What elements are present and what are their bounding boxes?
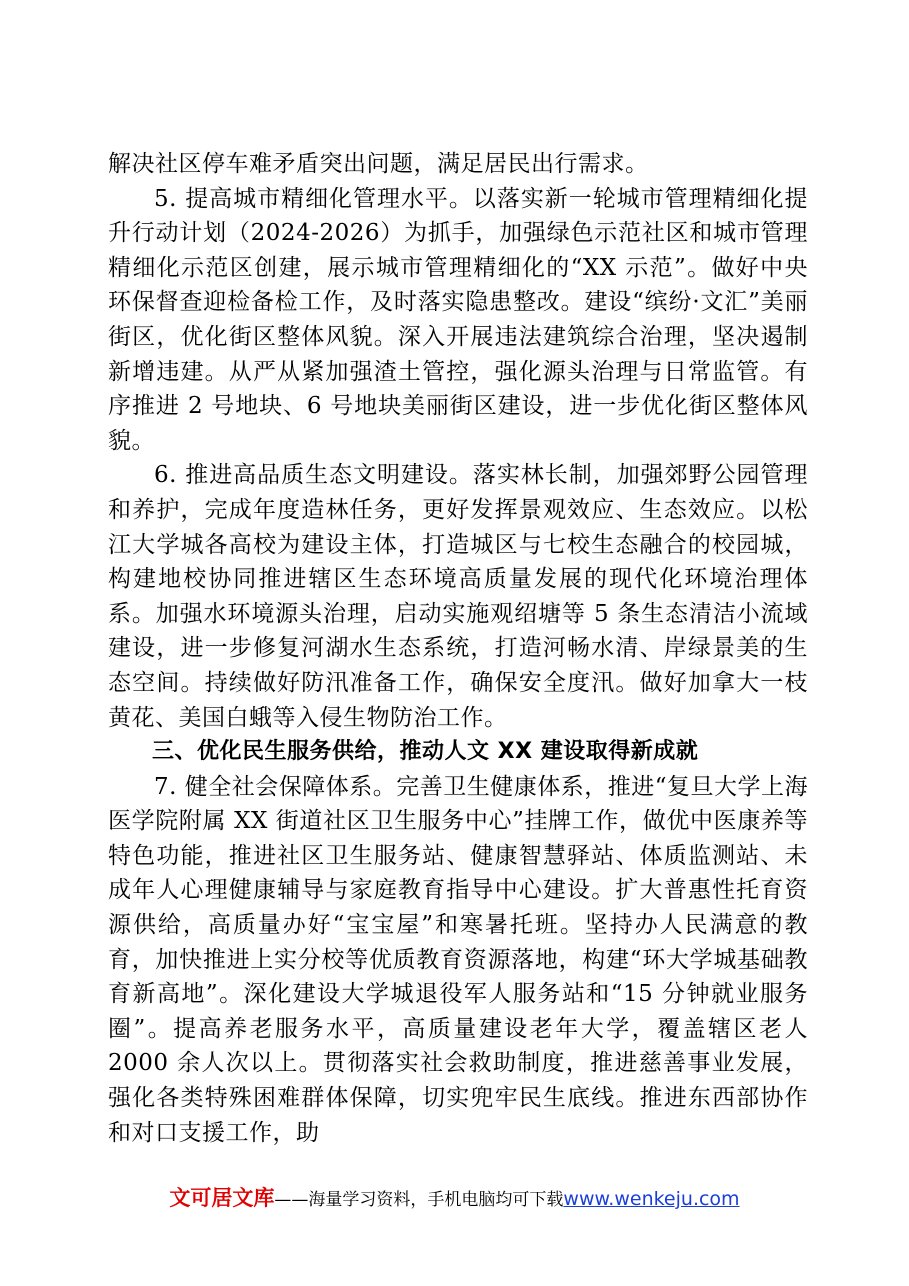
paragraph-item-5: 5. 提高城市精细化管理水平。以落实新一轮城市管理精细化提升行动计划（2024-2026）为抓手，加强绿色示范社区和城市管理精细化示范区创建，展示城市管理精细化的“XX 示范”。做好中央环保督查迎检备检工作，及时落实隐患整改。建设“缤纷·文汇”美丽街区，优化街区整体风貌。深入开展违法建筑综合治理，坚决遏制新增违建。从严从紧加强渣土管控，强化源头治理与日常监管。有序推进 2 号地块、6 号地块美丽街区建设，进一步优化街区整体风貌。 (108, 185, 808, 454)
paragraph-item-7: 7. 健全社会保障体系。完善卫生健康体系，推进“复旦大学上海医学院附属 XX 街道社区卫生服务中心”挂牌工作，做优中医康养等特色功能，推进社区卫生服务站、健康智慧驿站、体质监测站、未成年人心理健康辅导与家庭教育指导中心建设。扩大普惠性托育资源供给，高质量办好“宝宝屋”和寒暑托班。坚持办人民满意的教育，加快推进上实分校等优质教育资源落地，构建“环大学城基础教育新高地”。深化建设大学城退役军人服务站和“15 分钟就业服务圈”。提高养老服务水平，高质量建设老年大学，覆盖辖区老人 2000 余人次以上。贯彻落实社会救助制度，推进慈善事业发展，强化各类特殊困难群体保障，切实兜牢民生底线。推进东西部协作和对口支援工作，助 (108, 773, 809, 1146)
page-footer (0, 1182, 909, 1212)
footer-link[interactable]: www.wenkeju.com (563, 1188, 740, 1210)
document-body (108, 147, 808, 1150)
paragraph-item-6: 6. 推进高品质生态文明建设。落实林长制，加强郊野公园管理和养护，完成年度造林任务，更好发挥景观效应、生态效应。以松江大学城各高校为建设主体，打造城区与七校生态融合的校园城，构建地校协同推进辖区生态环境高质量发展的现代化环境治理体系。加强水环境源头治理，启动实施观绍塘等 5 条生态清洁小流域建设，进一步修复河湖水生态系统，打造河畅水清、岸绿景美的生态空间。持续做好防汛准备工作，确保安全度汛。做好加拿大一枝黄花、美国白蛾等入侵生物防治工作。 (108, 462, 808, 731)
section-heading-3: 三、优化民生服务供给，推动人文 XX 建设取得新成就 (152, 739, 699, 765)
footer-brand: 文可居文库 (169, 1186, 275, 1210)
paragraph-continuation: 解决社区停车难矛盾突出问题，满足居民出行需求。 (108, 151, 649, 177)
footer-slogan: ——海量学习资料，手机电脑均可下载 (274, 1190, 564, 1210)
